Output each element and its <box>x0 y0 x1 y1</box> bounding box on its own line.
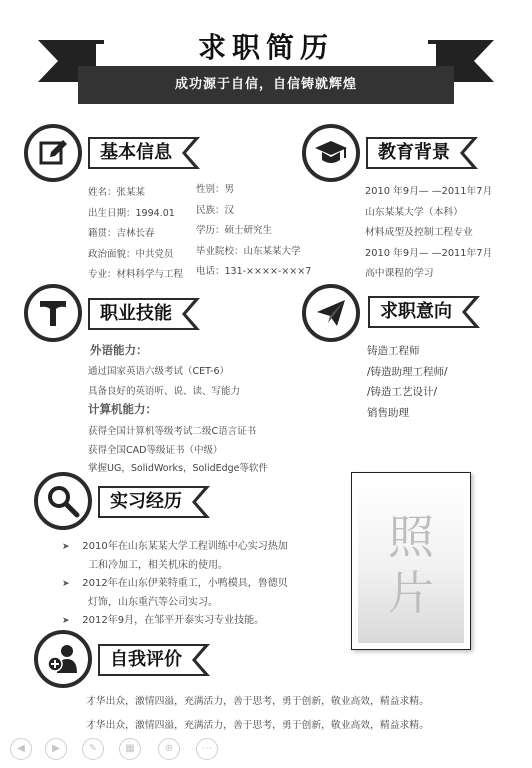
paper-plane-icon <box>302 284 360 342</box>
education-line: 2010 年9月— —2011年7月 <box>365 247 493 259</box>
education-line: 山东某某大学（本科） <box>365 206 463 218</box>
info-birth: 出生日期：1994.01 <box>88 207 175 219</box>
user-plus-icon <box>34 630 92 688</box>
hammer-icon <box>24 284 82 342</box>
heading-tail <box>452 296 480 328</box>
basic-info-left <box>88 183 183 286</box>
photo-label: 照 片 <box>388 510 434 620</box>
bullet-icon: ➤ <box>62 542 70 552</box>
bullet-icon: ➤ <box>62 616 70 626</box>
heading-tail <box>182 644 210 676</box>
heading-tail <box>172 298 200 330</box>
section-heading-skills: 职业技能 <box>88 298 184 330</box>
grid-icon[interactable]: ▦ <box>119 738 141 760</box>
prev-icon[interactable]: ◀ <box>10 738 32 760</box>
magnifier-icon <box>34 472 92 530</box>
pen-icon[interactable]: ✎ <box>82 738 104 760</box>
self-eval-list <box>86 690 429 738</box>
list-item: ➤ 2012年在山东伊莱特重工，小鸭模具，鲁德贝 <box>62 578 288 589</box>
info-phone: 电话：131-××××-×××7 <box>196 266 312 277</box>
edit-icon <box>24 124 82 182</box>
objective-line: 铸造工程师 <box>367 345 420 357</box>
info-political: 政治面貌：中共党员 <box>88 248 174 260</box>
info-name: 姓名：张某某 <box>88 187 146 198</box>
skill-line: 获得全国CAD等级证书（中级） <box>88 444 223 456</box>
internship-list <box>62 538 288 631</box>
education-list <box>365 182 492 285</box>
next-icon[interactable]: ▶ <box>45 738 67 760</box>
education-line: 2010 年9月— —2011年7月 <box>365 186 493 197</box>
heading-tail <box>172 137 200 169</box>
page-title: 求职简历 <box>197 31 334 64</box>
info-hometown: 籍贯：吉林长春 <box>88 228 155 239</box>
heading-tail <box>182 486 210 518</box>
objective-list <box>367 341 448 423</box>
section-heading-basic-info: 基本信息 <box>88 137 184 169</box>
skill-line: 获得全国计算机等级考试二级C语言证书 <box>88 426 257 437</box>
education-line: 材料成型及控制工程专业 <box>365 227 473 238</box>
skill-line: 通过国家英语六级考试（CET-6） <box>88 366 230 377</box>
info-degree: 学历：硕士研究生 <box>196 225 273 236</box>
skill-line: 掌握UG，SolidWorks，SolidEdge等软件 <box>88 463 269 474</box>
heading-tail <box>450 137 478 169</box>
photo-placeholder <box>351 472 471 650</box>
section-heading-education: 教育背景 <box>366 137 462 169</box>
skills-computer-list <box>88 423 268 479</box>
list-item: ➤ 2012年9月，在邹平开泰实习专业技能。 <box>62 615 265 626</box>
info-major: 专业：材料科学与工程 <box>88 269 184 280</box>
skills-language-title: 外语能力： <box>90 343 148 357</box>
zoom-icon[interactable]: ⊕ <box>158 738 180 760</box>
list-item-cont: 灯饰，山东重汽等公司实习。 <box>88 596 218 608</box>
more-icon[interactable]: ⋯ <box>196 738 218 760</box>
objective-line: 销售助理 <box>367 406 409 419</box>
list-item-cont: 工和冷加工，相关机床的使用。 <box>88 559 228 571</box>
self-eval-line: 才华出众，激情四溢，充满活力，善于思考，勇于创新，敬业高效，精益求精。 <box>86 696 429 707</box>
info-school: 毕业院校：山东某某大学 <box>196 245 301 257</box>
section-heading-self-eval: 自我评价 <box>98 644 194 676</box>
bullet-icon: ➤ <box>62 579 70 589</box>
skills-language-list <box>88 362 240 402</box>
skills-computer-title: 计算机能力： <box>88 402 157 416</box>
basic-info-right <box>196 180 311 283</box>
self-eval-line: 才华出众，激情四溢，充满活力，善于思考，勇于创新，敬业高效，精益求精。 <box>86 720 429 731</box>
section-heading-objective: 求职意向 <box>368 296 464 328</box>
list-item: ➤ 2010年在山东某某大学工程训练中心实习热加 <box>62 541 288 552</box>
info-ethnicity: 民族：汉 <box>196 204 235 216</box>
info-gender: 性别：男 <box>196 184 235 195</box>
objective-line: /铸造工艺设计/ <box>367 386 438 398</box>
skill-line: 具备良好的英语听、说、读、写能力 <box>88 386 241 397</box>
education-line: 高中课程的学习 <box>365 268 434 279</box>
ribbon-subtitle: 成功源于自信，自信铸就辉煌 <box>78 66 454 104</box>
graduation-cap-icon <box>302 124 360 182</box>
objective-line: /铸造助理工程师/ <box>367 365 448 378</box>
section-heading-internship: 实习经历 <box>98 486 194 518</box>
